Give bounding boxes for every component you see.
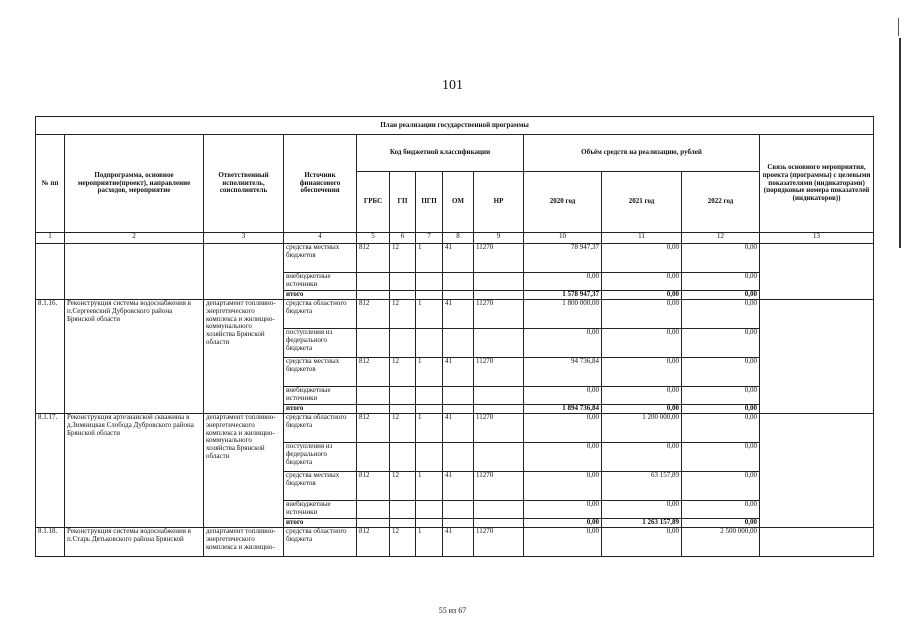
col-number: 4 (284, 233, 357, 244)
page-footer: 55 из 67 (438, 606, 467, 615)
header-gp: ГП (390, 172, 416, 233)
pgp-cell: 1 (416, 414, 443, 443)
value-2022: 2 500 000,00 (682, 528, 760, 557)
value-2021: 0,00 (602, 329, 682, 358)
value-2020: 78 947,37 (524, 244, 602, 273)
item-name: Реконструкция системы водоснабжения в п.Старь Дятьковского района Брянской (65, 528, 204, 557)
om-cell: 41 (443, 472, 474, 501)
total-2022: 0,00 (682, 519, 760, 528)
header-indicator-link: Связь основного мероприятия, проекта (программы) с целевыми показателями (индикаторами) (порядковые номера показателей (индикаторов)) (760, 135, 874, 233)
gp-cell: 12 (390, 358, 416, 387)
col-number: 11 (602, 233, 682, 244)
value-2021: 0,00 (602, 528, 682, 557)
gp-cell: 12 (390, 244, 416, 273)
header-name: Подпрограмма, основное мероприятие(проект), направление расходов, мероприятие (65, 135, 204, 233)
value-2022: 0,00 (682, 244, 760, 273)
source-label: средства местных бюджетов (284, 244, 357, 273)
nr-cell: 11270 (474, 414, 524, 443)
cell-indicator-link (760, 300, 874, 414)
total-2022: 0,00 (682, 405, 760, 414)
value-2021: 63 157,89 (602, 472, 682, 501)
value-2021: 0,00 (602, 443, 682, 472)
total-2021: 0,00 (602, 291, 682, 300)
source-label: средства областного бюджета (284, 414, 357, 443)
header-pgp: ПГП (416, 172, 443, 233)
col-number: 7 (416, 233, 443, 244)
grbs-cell: 812 (357, 358, 390, 387)
value-2022: 0,00 (682, 387, 760, 405)
col-number: 10 (524, 233, 602, 244)
gp-cell: 12 (390, 528, 416, 557)
value-2022: 0,00 (682, 358, 760, 387)
col-number: 5 (357, 233, 390, 244)
value-2020: 1 800 000,00 (524, 300, 602, 329)
pgp-cell: 1 (416, 244, 443, 273)
item-number: 8.1.17. (36, 414, 65, 528)
nr-cell: 11270 (474, 300, 524, 329)
header-nr: НР (474, 172, 524, 233)
source-label: итого (284, 291, 357, 300)
source-label: внебюджетные источники (284, 273, 357, 291)
value-2020: 0,00 (524, 414, 602, 443)
table-row (36, 414, 874, 443)
total-2021: 0,00 (602, 405, 682, 414)
value-2021: 0,00 (602, 501, 682, 519)
value-2020: 0,00 (524, 443, 602, 472)
pgp-cell: 1 (416, 472, 443, 501)
item-name: Реконструкция артезианской скважины в д.Зимницкая Слобода Дубровского района Брянской области (65, 414, 204, 528)
header-budget-code: Код бюджетной классификации (357, 135, 524, 172)
value-2021: 0,00 (602, 244, 682, 273)
om-cell: 41 (443, 300, 474, 329)
col-number: 8 (443, 233, 474, 244)
gp-cell: 12 (390, 414, 416, 443)
total-2020: 0,00 (524, 519, 602, 528)
value-2022: 0,00 (682, 273, 760, 291)
om-cell: 41 (443, 358, 474, 387)
value-2022: 0,00 (682, 501, 760, 519)
source-label: поступления из федерального бюджета (284, 329, 357, 358)
value-2021: 0,00 (602, 273, 682, 291)
source-label: средства местных бюджетов (284, 358, 357, 387)
value-2020: 94 736,84 (524, 358, 602, 387)
value-2020: 0,00 (524, 528, 602, 557)
value-2022: 0,00 (682, 329, 760, 358)
cell-indicator-link (760, 414, 874, 528)
cell-indicator-link (760, 528, 874, 557)
item-responsible: департамент топливно-энергетического комплекса и жилищно-коммунального хозяйства Брянской области (204, 414, 284, 528)
value-2021: 0,00 (602, 300, 682, 329)
col-number: 2 (65, 233, 204, 244)
nr-cell: 11270 (474, 358, 524, 387)
source-label: итого (284, 519, 357, 528)
col-number: 12 (682, 233, 760, 244)
col-number: 1 (36, 233, 65, 244)
item-responsible: департамент топливно-энергетического комплекса и жилищно- (204, 528, 284, 557)
value-2022: 0,00 (682, 443, 760, 472)
source-label: итого (284, 405, 357, 414)
total-2020: 1 894 736,84 (524, 405, 602, 414)
source-label: средства областного бюджета (284, 528, 357, 557)
header-volume: Объём средств на реализацию, рублей (524, 135, 760, 172)
grbs-cell: 812 (357, 244, 390, 273)
page-number: 101 (442, 78, 463, 93)
header-responsible: Ответственный исполнитель, соисполнитель (204, 135, 284, 233)
item-number: 8.1.16. (36, 300, 65, 414)
value-2021: 0,00 (602, 358, 682, 387)
table-row (36, 244, 874, 273)
header-2020: 2020 год (524, 172, 602, 233)
pgp-cell: 1 (416, 300, 443, 329)
cell-responsible (204, 244, 284, 300)
column-number-row (36, 233, 874, 244)
program-plan-table (35, 116, 874, 557)
cell-num (36, 244, 65, 300)
item-responsible: департамент топливно-энергетического комплекса и жилищно-коммунального хозяйства Брянской области (204, 300, 284, 414)
table-title: План реализации государственной программы (36, 117, 874, 135)
grbs-cell: 812 (357, 300, 390, 329)
value-2022: 0,00 (682, 472, 760, 501)
value-2020: 0,00 (524, 387, 602, 405)
grbs-cell: 812 (357, 472, 390, 501)
om-cell: 41 (443, 528, 474, 557)
header-grbs: ГРБС (357, 172, 390, 233)
header-2022: 2022 год (682, 172, 760, 233)
grbs-cell: 812 (357, 528, 390, 557)
cell-indicator-link (760, 244, 874, 300)
item-number: 8.1.18. (36, 528, 65, 557)
nr-cell: 11270 (474, 528, 524, 557)
nr-cell: 11270 (474, 472, 524, 501)
source-label: внебюджетные источники (284, 501, 357, 519)
source-label: средства областного бюджета (284, 300, 357, 329)
col-number: 9 (474, 233, 524, 244)
header-2021: 2021 год (602, 172, 682, 233)
col-number: 3 (204, 233, 284, 244)
om-cell: 41 (443, 244, 474, 273)
pgp-cell: 1 (416, 528, 443, 557)
header-num: № пп (36, 135, 65, 233)
source-label: внебюджетные источники (284, 387, 357, 405)
value-2020: 0,00 (524, 501, 602, 519)
om-cell: 41 (443, 414, 474, 443)
table-row (36, 300, 874, 329)
value-2020: 0,00 (524, 273, 602, 291)
table-row (36, 528, 874, 557)
gp-cell: 12 (390, 472, 416, 501)
total-2021: 1 263 157,89 (602, 519, 682, 528)
source-label: поступления из федерального бюджета (284, 443, 357, 472)
scan-edge-line (899, 38, 901, 248)
header-source: Источник финансового обеспечения (284, 135, 357, 233)
value-2021: 0,00 (602, 387, 682, 405)
grbs-cell: 812 (357, 414, 390, 443)
value-2022: 0,00 (682, 414, 760, 443)
col-number: 13 (760, 233, 874, 244)
item-name: Реконструкция системы водоснабжения в п.Сергеевский Дубровского района Брянской области (65, 300, 204, 414)
nr-cell: 11270 (474, 244, 524, 273)
total-2022: 0,00 (682, 291, 760, 300)
gp-cell: 12 (390, 300, 416, 329)
value-2021: 1 200 000,00 (602, 414, 682, 443)
total-2020: 1 578 947,37 (524, 291, 602, 300)
value-2022: 0,00 (682, 300, 760, 329)
scan-mark (898, 18, 899, 36)
value-2020: 0,00 (524, 472, 602, 501)
cell-name (65, 244, 204, 300)
source-label: средства местных бюджетов (284, 472, 357, 501)
pgp-cell: 1 (416, 358, 443, 387)
header-om: ОМ (443, 172, 474, 233)
value-2020: 0,00 (524, 329, 602, 358)
col-number: 6 (390, 233, 416, 244)
